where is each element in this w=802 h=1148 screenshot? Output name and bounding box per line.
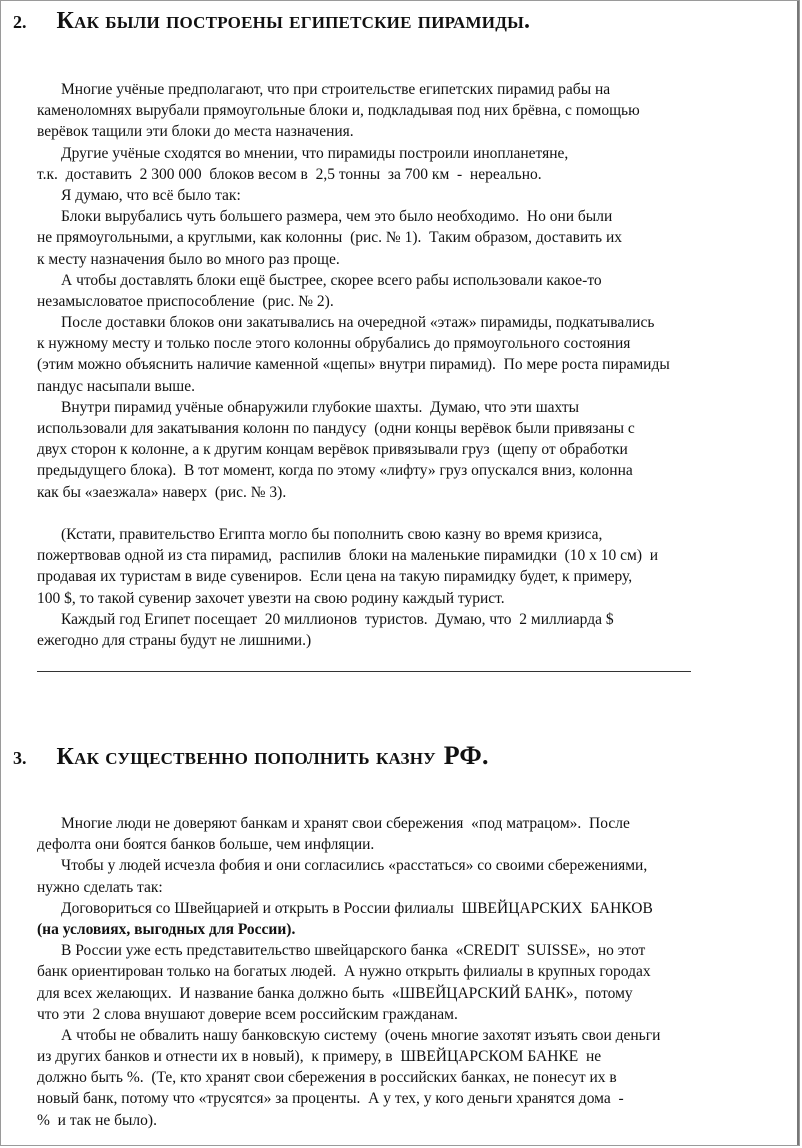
- paragraph-line: для всех желающих. И название банка должно быть «ШВЕЙЦАРСКИЙ БАНК», потому: [37, 984, 633, 1002]
- paragraph-line: Договориться со Швейцарией и открыть в России филиалы ШВЕЙЦАРСКИХ БАНКОВ: [61, 899, 653, 917]
- section-2-number: 2.: [13, 12, 27, 32]
- paragraph-line: Чтобы у людей исчезла фобия и они согласились «расстаться» со своими сбережениями,: [61, 857, 648, 875]
- paragraph-line: В России уже есть представительство швейцарского банка «CREDIT SUISSE», но этот: [61, 942, 646, 960]
- paragraph-line: не прямоугольными, а круглыми, как колонны (рис. № 1). Таким образом, доставить их: [37, 229, 623, 247]
- paragraph-line: из других банков и отнести их в новый), к примеру, в ШВЕЙЦАРСКОМ БАНКЕ не: [37, 1048, 602, 1066]
- paragraph-line: Внутри пирамид учёные обнаружили глубокие шахты. Думаю, что эти шахты: [61, 398, 580, 416]
- paragraph-line: Я думаю, что всё было так:: [61, 186, 241, 204]
- section-3-number: 3.: [13, 748, 27, 768]
- section-divider: [37, 671, 691, 672]
- paragraph-line: верёвок тащили эти блоки до места назначения.: [37, 123, 354, 141]
- paragraph-line: новый банк, потому что «трусятся» за проценты. А у тех, у кого деньги хранятся дома -: [37, 1090, 624, 1108]
- paragraph-line: незамысловатое приспособление (рис. № 2).: [37, 292, 334, 310]
- paragraph-line: каменоломнях вырубали прямоугольные блоки и, подкладывая под них брёвна, с помощью: [37, 102, 640, 120]
- paragraph-line: использовали для закатывания колонн по пандусу (одни концы верёвок были привязаны с: [37, 420, 635, 437]
- paragraph-line: Другие учёные сходятся во мнении, что пирамиды построили инопланетяне,: [61, 144, 569, 162]
- paragraph-line: (этим можно объяснить наличие каменной «щепы» внутри пирамид). По мере роста пирамиды: [37, 356, 670, 374]
- paragraph-line: 100 $, то такой сувенир захочет увезти на свою родину каждый турист.: [37, 589, 505, 607]
- paragraph-line: После доставки блоков они закатывались на очередной «этаж» пирамиды, подкатывались: [61, 314, 655, 332]
- paragraph-line: % и так не было).: [37, 1111, 157, 1129]
- paragraph-line-bold: (на условиях, выгодных для России).: [37, 920, 296, 938]
- paragraph-line: к нужному месту и только после этого колонны обрубались до прямоугольного состояния: [37, 335, 631, 353]
- section-2-title: Как были построены египетские пирамиды.: [56, 8, 531, 34]
- paragraph-line: Каждый год Египет посещает 20 миллионов туристов. Думаю, что 2 миллиарда $: [61, 610, 614, 628]
- paragraph-line: Блоки вырубались чуть большего размера, чем это было необходимо. Но они были: [61, 208, 613, 226]
- section-3-title: Как существенно пополнить казну: [56, 744, 436, 770]
- paragraph-line: нужно сделать так:: [37, 878, 163, 896]
- paragraph-line: (Кстати, правительство Египта могло бы пополнить свою казну во время кризиса,: [61, 525, 603, 543]
- paragraph-line: продавая их туристам в виде сувениров. Если цена на такую пирамидку будет, к примеру,: [37, 568, 633, 586]
- paragraph-line: А чтобы не обвалить нашу банковскую систему (очень многие захотят изъять свои деньги: [61, 1026, 661, 1044]
- paragraph-line: банк ориентирован только на богатых людей. А нужно открыть филиалы в крупных городах: [37, 963, 651, 981]
- blank-line: [37, 503, 797, 524]
- paragraph-line: ежегодно для страны будут не лишними.): [37, 631, 312, 649]
- paragraph-line: Многие учёные предполагают, что при строительстве египетских пирамид рабы на: [61, 81, 611, 98]
- paragraph-line: Многие люди не доверяют банкам и хранят свои сбережения «под матрацом». После: [61, 815, 630, 832]
- section-3-heading: [13, 743, 489, 769]
- paragraph-line: А чтобы доставлять блоки ещё быстрее, скорее всего рабы использовали какое-то: [61, 271, 602, 289]
- section-3-body: [37, 813, 797, 1131]
- paragraph-line: как бы «заезжала» наверх (рис. № 3).: [37, 483, 287, 501]
- paragraph-line: что эти 2 слова внушают доверие всем российским гражданам.: [37, 1005, 458, 1023]
- section-3-title-abbr: РФ.: [443, 741, 489, 770]
- paragraph-line: должно быть %. (Те, кто хранят свои сбережения в российских банках, не понесут их в: [37, 1069, 617, 1087]
- paragraph-line: предыдущего блока). В тот момент, когда по этому «лифту» груз опускался вниз, колонна: [37, 462, 633, 480]
- paragraph-line: к месту назначения было во много раз проще.: [37, 250, 340, 268]
- paragraph-line: дефолта они боятся банков больше, чем инфляции.: [37, 836, 375, 854]
- section-2-body: [37, 79, 797, 651]
- paragraph-line: двух сторон к колонне, а к другим концам верёвок привязывали груз (щепу от обработки: [37, 441, 628, 459]
- paragraph-line: пожертвовав одной из ста пирамид, распилив блоки на маленькие пирамидки (10 x 10 см) и: [37, 547, 659, 565]
- paragraph-line: т.к. доставить 2 300 000 блоков весом в 2,5 тонны за 700 км - нереально.: [37, 165, 542, 183]
- paragraph-line: пандус насыпали выше.: [37, 377, 195, 395]
- section-2-heading: [13, 9, 530, 33]
